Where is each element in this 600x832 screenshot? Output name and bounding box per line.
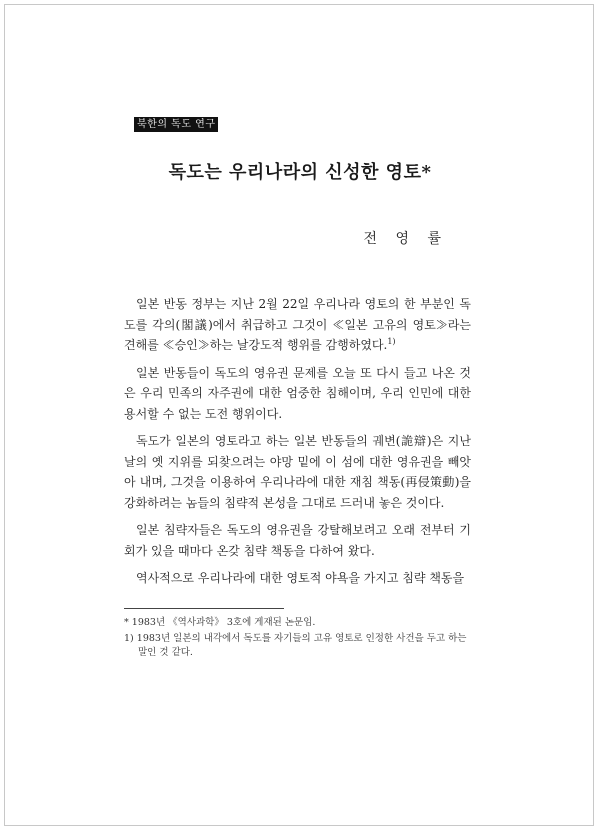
body-paragraph-4: 일본 침략자들은 독도의 영유권을 강탈해보려고 오래 전부터 기회가 있을 때마다 온갖 침략 책동을 다하여 왔다.	[124, 523, 471, 558]
body-paragraph-1	[124, 294, 471, 356]
author-name: 전 영 률	[363, 231, 448, 247]
article-title: 독도는 우리나라의 신성한 영토*	[168, 162, 432, 183]
article-body	[124, 294, 471, 596]
body-paragraph-3: 독도가 일본의 영토라고 하는 일본 반동들의 궤변(詭辯)은 지난날의 옛 지위를 되찾으려는 야망 밑에 이 섬에 대한 영유권을 빼앗아 내며, 그것을 이용하여 우리나라에 대한 재침 책동(再侵策動)을 강화하려는 놈들의 침략적 본성을 그대로 드러내 놓은 것이다.	[124, 434, 471, 510]
body-paragraph-5: 역사적으로 우리나라에 대한 영토적 야욕을 가지고 침략 책동을	[136, 571, 465, 585]
footnote-divider	[124, 608, 284, 609]
body-paragraph-2: 일본 반동들이 독도의 영유권 문제를 오늘 또 다시 들고 나온 것은 우리 민족의 자주권에 대한 엄중한 침해이며, 우리 인민에 대한 용서할 수 없는 도전 행위이다.	[124, 365, 471, 421]
footnotes	[124, 616, 471, 662]
paragraph-text: 일본 반동 정부는 지난 2월 22일 우리나라 영토의 한 부분인 독도를 각의(閣議)에서 취급하고 그것이 ≪일본 고유의 영토≫라는 견해를 ≪승인≫하는 날강도적 행위를 감행하였다.	[124, 297, 471, 352]
section-label: 북한의 독도 연구	[134, 117, 218, 132]
footnote-ref-1: 1)	[387, 337, 396, 346]
footnote-1: 1) 1983년 일본의 내각에서 독도를 자기들의 고유 영토로 인정한 사건을 두고 하는 말인 것 같다.	[124, 633, 467, 658]
footnote-asterisk: * 1983년 《역사과학》 3호에 게재된 논문임.	[124, 617, 316, 628]
